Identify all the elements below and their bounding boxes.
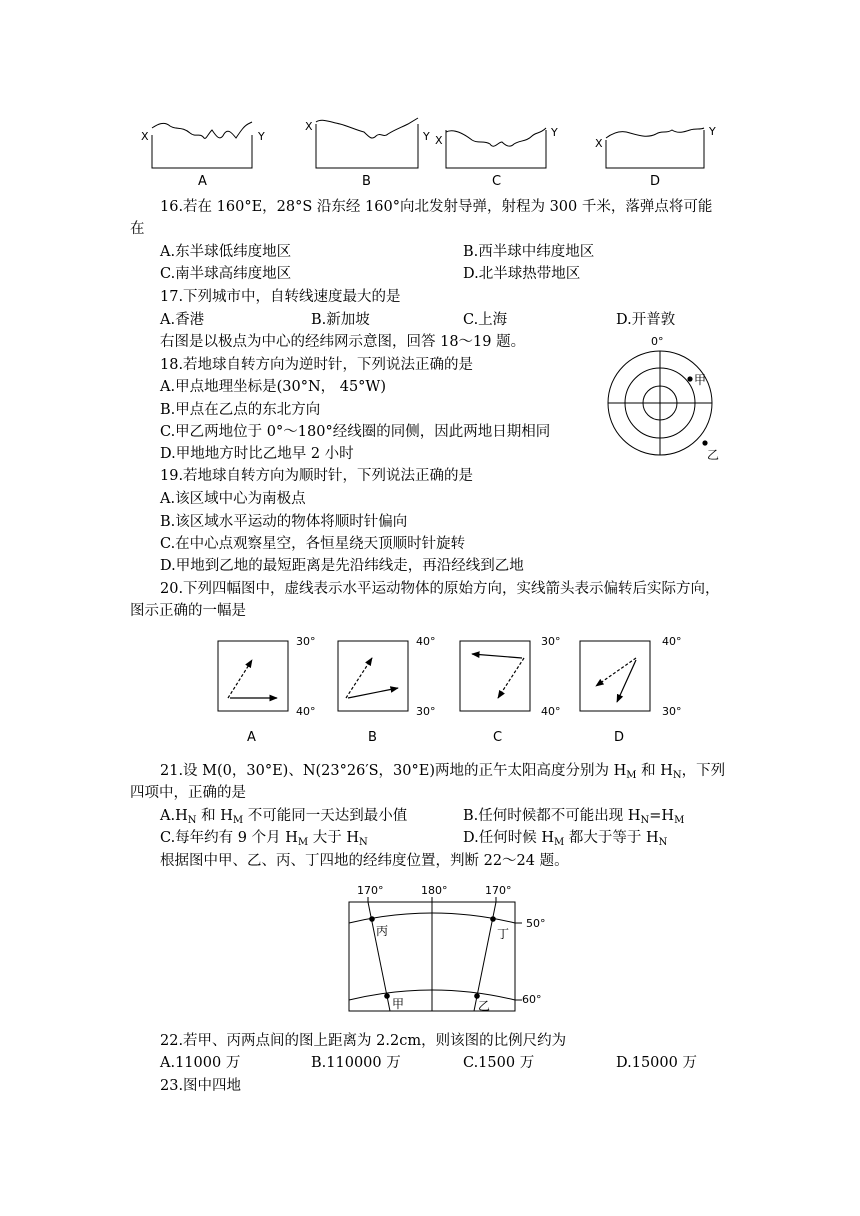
q16-option-b: B.西半球中纬度地区 [463, 244, 595, 260]
q17-option-a: A.香港 [160, 312, 205, 328]
point-ding-marker [490, 916, 496, 922]
panel-b-label: B [368, 730, 377, 745]
profile-d-label: D [650, 174, 661, 189]
q17-stem: 17.下列城市中，自转线速度最大的是 [160, 289, 401, 305]
q19-option-b: B.该区域水平运动的物体将顺时针偏向 [160, 514, 408, 530]
point-jia-grid-marker [384, 993, 390, 999]
profile-b-label: B [362, 174, 371, 189]
q18-option-d: D.甲地地方时比乙地早 2 小时 [160, 446, 354, 462]
panel-a-top-lat: 30° [296, 635, 316, 648]
q20-stem-line1: 20.下列四幅图中，虚线表示水平运动物体的原始方向，实线箭头表示偏转后实际方向， [160, 581, 720, 597]
q18-option-a: A.甲点地理坐标是(30°N， 45°W) [160, 379, 386, 395]
q17-option-b: B.新加坡 [311, 312, 370, 328]
profile-c-y-label: Y [551, 126, 558, 139]
q16-option-a: A.东半球低纬度地区 [160, 244, 292, 260]
q21-option-b: B.任何时候都不可能出现 $H_N=H_M$ [463, 808, 685, 826]
profile-a-label: A [198, 174, 207, 189]
panel-c-bottom-lat: 40° [541, 705, 561, 718]
profile-a-x-label: X [141, 130, 149, 143]
q18-option-c: C.甲乙两地位于 0°～180°经线圈的同侧，因此两地日期相同 [160, 424, 551, 440]
q18-stem: 18.若地球自转方向为逆时针，下列说法正确的是 [160, 357, 474, 373]
lat-label-top: 50° [526, 917, 546, 930]
q22-24-intro: 根据图中甲、乙、丙、丁四地的经纬度位置，判断 22～24 题。 [160, 853, 569, 869]
panel-d-label: D [614, 730, 625, 745]
panel-d-top-lat: 40° [662, 635, 682, 648]
q17-option-d: D.开普敦 [616, 312, 676, 328]
grid-point-yi-label: 乙 [478, 999, 491, 1013]
q20-stem-line2: 图示正确的一幅是 [130, 603, 246, 619]
profile-b-y-label: Y [423, 130, 430, 143]
profile-d-y-label: Y [709, 125, 716, 138]
lon-label-mid: 180° [421, 884, 448, 897]
lon-label-left: 170° [357, 884, 384, 897]
q22-stem: 22.若甲、丙两点间的图上距离为 2.2cm，则该图的比例尺约为 [160, 1033, 567, 1049]
grid-point-bing-label: 丙 [376, 924, 389, 938]
q19-option-a: A.该区域中心为南极点 [160, 491, 306, 507]
q21-stem-line2: 四项中，正确的是 [130, 785, 246, 801]
q21-option-a: $A.H_N$ 和 $H_M$ 不可能同一天达到最小值 [160, 808, 408, 826]
q21-option-d: D.任何时候 $H_M$ 都大于等于 $H_N$ [463, 830, 668, 848]
panel-c-label: C [493, 730, 503, 745]
panel-b-top-lat: 40° [416, 635, 436, 648]
q22-option-a: A.11000 万 [160, 1055, 241, 1071]
q19-option-c: C.在中心点观察星空，各恒星绕天顶顺时针旋转 [160, 536, 466, 552]
q17-option-c: C.上海 [463, 312, 508, 328]
q16-option-c: C.南半球高纬度地区 [160, 266, 292, 282]
profile-a-y-label: Y [258, 130, 265, 143]
panel-a-label: A [247, 730, 256, 745]
q18-option-b: B.甲点在乙点的东北方向 [160, 402, 321, 418]
q16-stem-line2: 在 [130, 221, 145, 237]
profile-c-x-label: X [435, 134, 443, 147]
q22-option-d: D.15000 万 [616, 1055, 697, 1071]
panel-d-bottom-lat: 30° [662, 705, 682, 718]
q16-option-d: D.北半球热带地区 [463, 266, 581, 282]
q18-19-intro: 右图是以极点为中心的经纬网示意图，回答 18～19 题。 [160, 334, 526, 350]
profile-b-x-label: X [305, 120, 313, 133]
polar-point-yi-label: 乙 [707, 448, 720, 462]
lon-label-right: 170° [485, 884, 512, 897]
profile-d-x-label: X [595, 137, 603, 150]
q19-option-d: D.甲地到乙地的最短距离是先沿纬线走，再沿经线到乙地 [160, 558, 524, 574]
q22-option-c: C.1500 万 [463, 1055, 535, 1071]
q21-option-c: C.每年约有 9 个月 $H_M$ 大于 $H_N$ [160, 830, 368, 848]
polar-zero-meridian-label: 0° [651, 335, 664, 348]
q22-option-b: B.110000 万 [311, 1055, 401, 1071]
q21-stem-line1: 21.设 M(0，30°E)、N(23°26′S，30°E)两地的正午太阳高度分别为 $H_M$ 和 $H_N$，下列 [160, 763, 726, 781]
grid-point-ding-label: 丁 [497, 927, 510, 941]
profile-c-label: C [492, 174, 502, 189]
panel-c-top-lat: 30° [541, 635, 561, 648]
grid-point-jia-label: 甲 [392, 997, 405, 1011]
polar-point-jia-label: 甲 [694, 373, 707, 387]
q23-stem: 23.图中四地 [160, 1078, 242, 1094]
q16-stem-line1: 16.若在 160°E，28°S 沿东经 160°向北发射导弹，射程为 300 千米，落弹点将可能 [160, 199, 713, 215]
lat-label-bottom: 60° [522, 993, 542, 1006]
point-bing-marker [369, 916, 375, 922]
panel-b-bottom-lat: 30° [416, 705, 436, 718]
panel-a-bottom-lat: 40° [296, 705, 316, 718]
q19-stem: 19.若地球自转方向为顺时针，下列说法正确的是 [160, 468, 474, 484]
